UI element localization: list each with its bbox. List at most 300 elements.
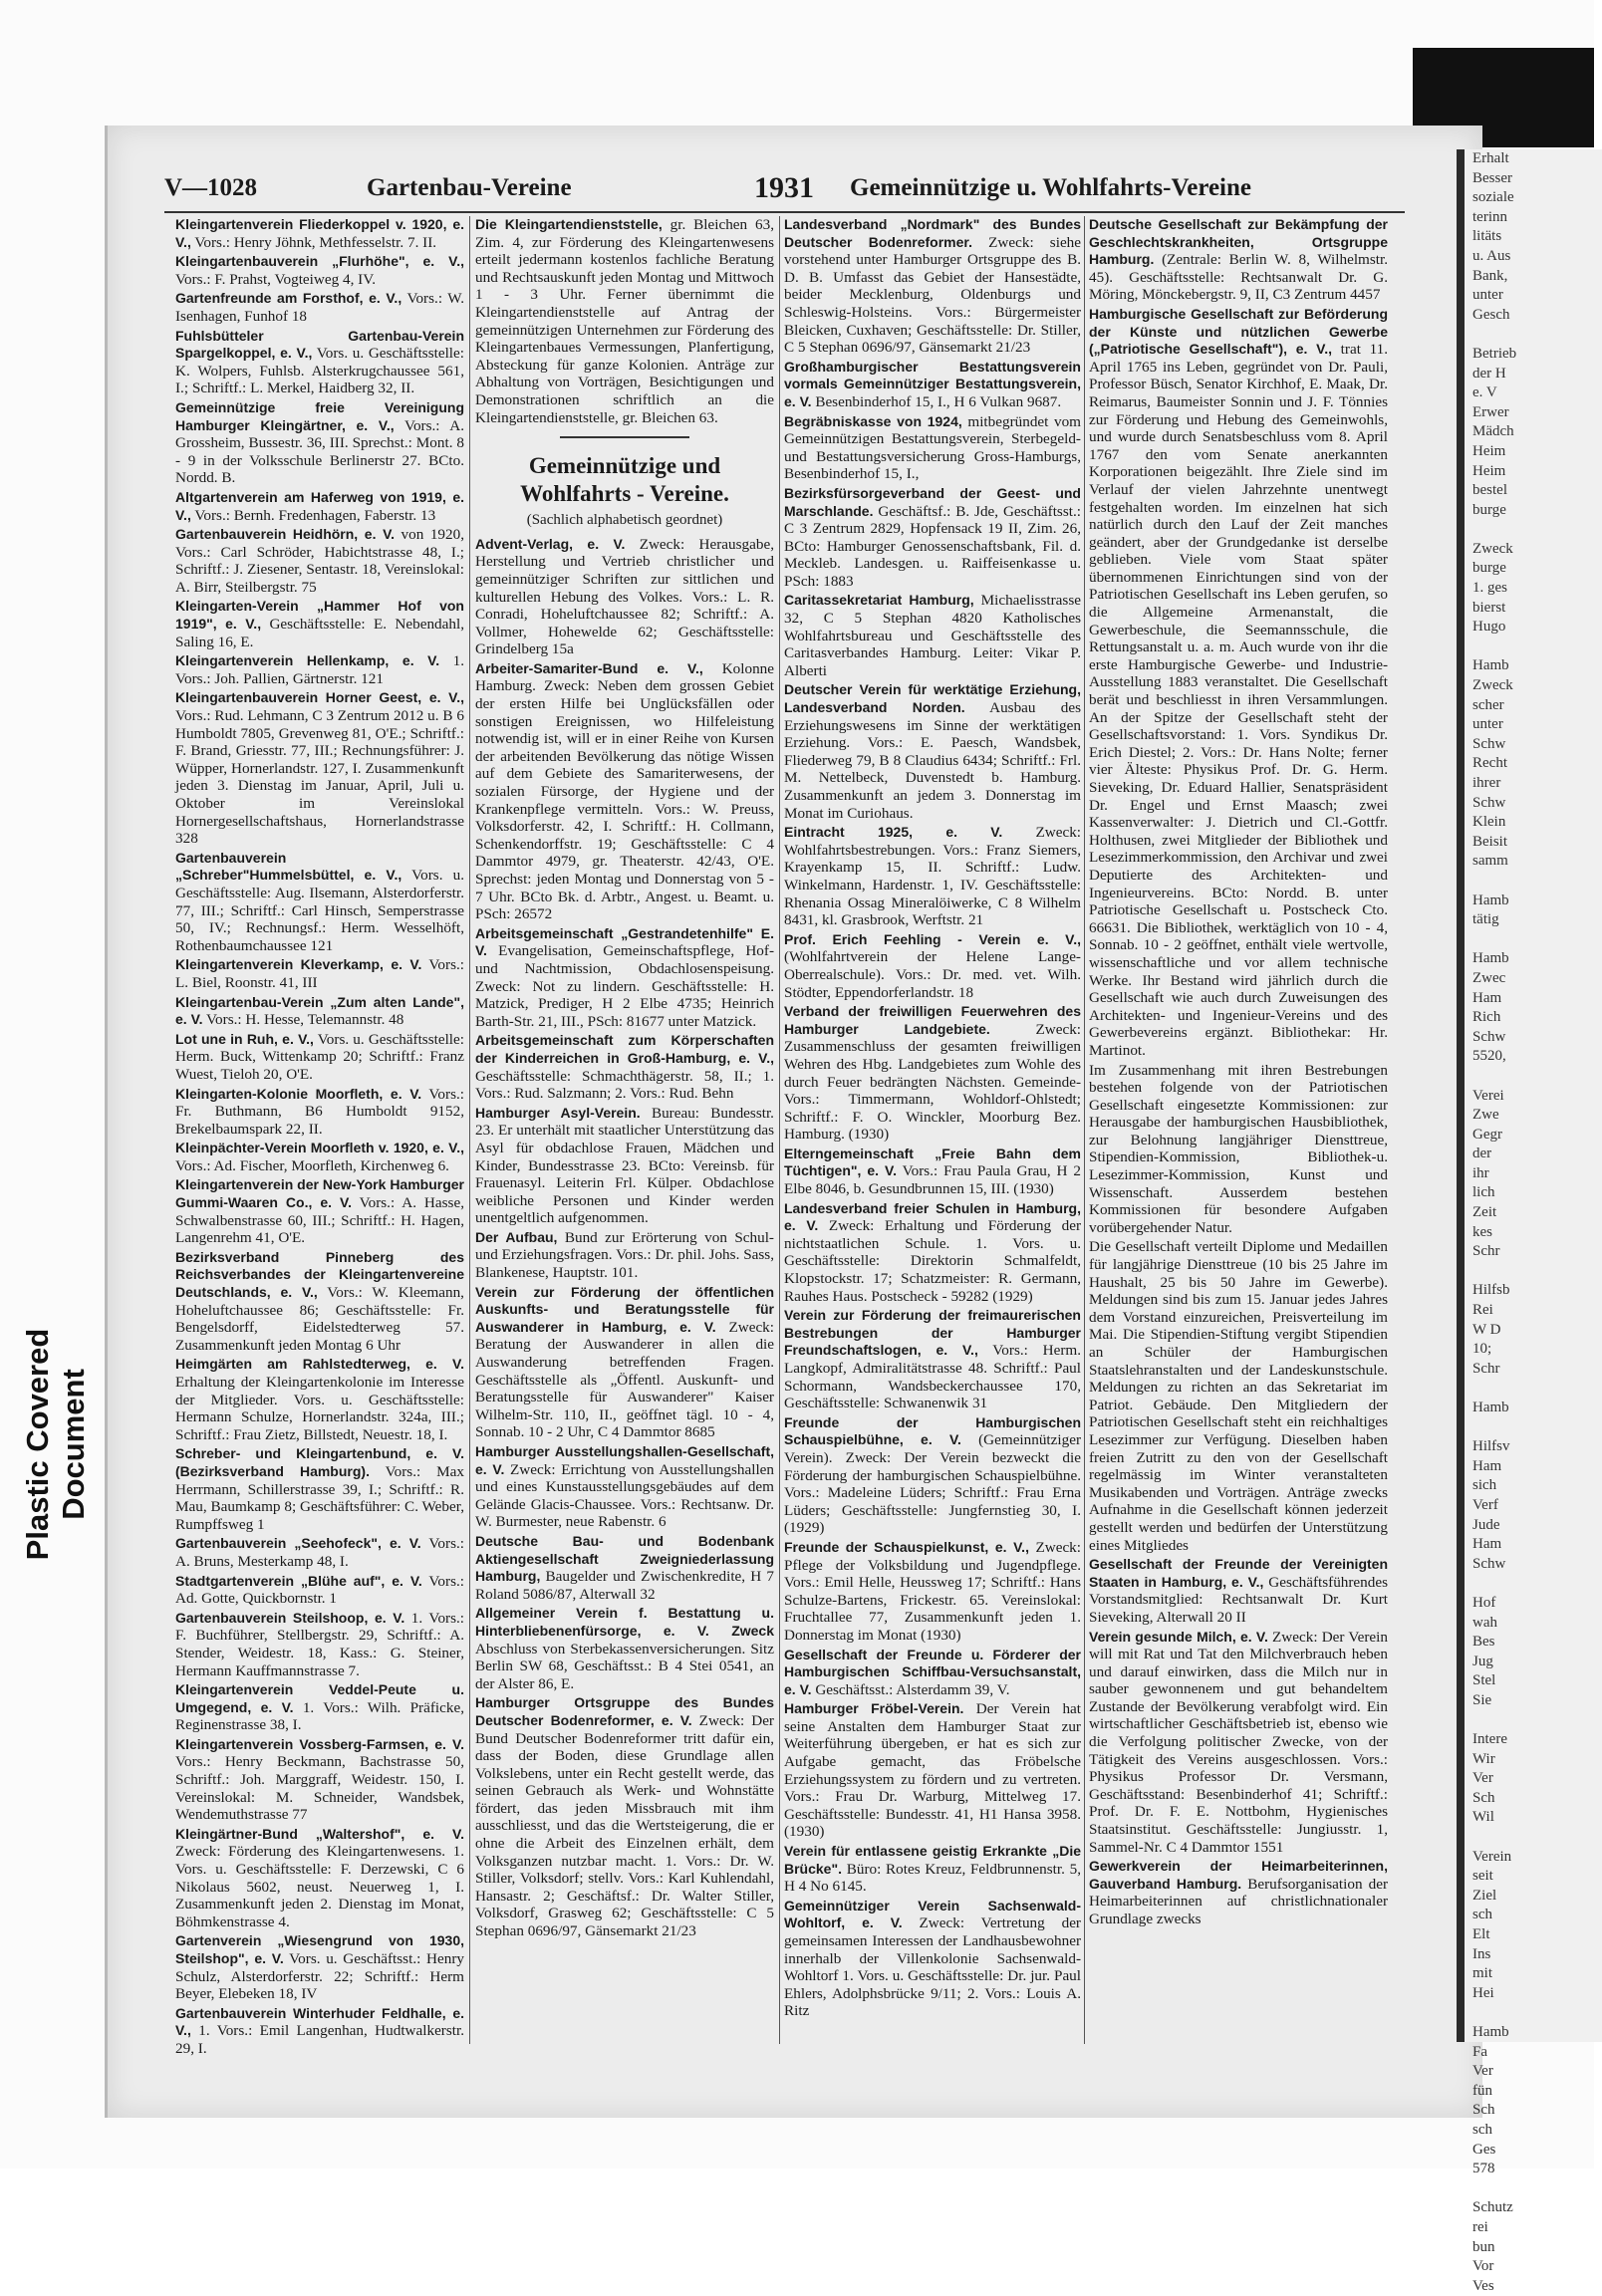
directory-entry bbox=[784, 1539, 1081, 1645]
entry-text: gr. Bleichen 63, Zim. 4, zur Förderung des Kleingartenwesens erteilt jedermann kostenlos fachliche Beratung und Rechtsauskunft jeden Montag und Mittwoch 1 - 3 Uhr. Ferner übernimmt die Kleingartendienststelle auf Antrag der gemeinnützigen Unternehmen zur Förderung des Kleingartenbaues Vermessungen, Planfertigung, Absteckung für ganze Kolonien. Anträge zur Abhaltung von Vorträgen, Besichtigungen und Demonstrationen schriftlich an die Kleingartendienststelle, gr. Bleichen 63. bbox=[475, 216, 775, 426]
next-page-line: Mädch bbox=[1472, 423, 1514, 440]
next-page-line: Zweck bbox=[1472, 540, 1513, 557]
next-page-line: Schw bbox=[1472, 794, 1506, 811]
entry-text: Zweck: Zusammenschluss der gesamten freiwilligen Wehren des Hbg. Landgebietes zum Wohle des durch Feuer bedrängten Nächsten. Gemeinde-Vors.: Timmermann, Wohldorf-Ohlstedt; Schriftf.: F. O. Winckler, Moorburg Bez. Hamburg. (1930) bbox=[784, 1020, 1082, 1144]
right-section-title: Gemeinnützige u. Wohlfahrts-Vereine bbox=[850, 174, 1252, 201]
next-page-line: Ham bbox=[1472, 989, 1502, 1006]
next-page-line: Vor bbox=[1472, 2258, 1494, 2275]
next-page-line: sch bbox=[1472, 2121, 1492, 2138]
directory-entry bbox=[175, 253, 464, 288]
directory-entry bbox=[175, 850, 464, 955]
entry-name: Gemeinnütziger Verein Sachsenwald-Wohltorf, e. V. bbox=[784, 1897, 1081, 1931]
entry-text: Zweck: Errichtung von Ausstellungshallen und eines Kunstausstellungsgebäudes auf dem Gelände Glacis-Chaussee. Vors.: Rechtsanw. Dr. W. Burmester, neue Rabenstr. 6 bbox=[475, 1460, 775, 1531]
next-page-line: unter bbox=[1472, 287, 1503, 304]
entry-text: Ausbau des Erziehungswesens im Sinne der werktätigen Erziehung. Vors.: E. Paesch, Wandsbek, Fliederweg 79, B 8 Claudius 6434; Schriftf.: Frl. M. Nettelbeck, Duvenstedt b. Hamburg. Zusammenkunft an jedem 3. Donnerstag im Monat im Curiohaus. bbox=[784, 699, 1081, 822]
directory-entry bbox=[175, 216, 464, 251]
next-page-line: Klein bbox=[1472, 814, 1506, 831]
entry-text: von 1920, Vors.: Carl Schröder, Habichtstrasse 48, I.; Schriftf.: J. Ziesener, Sentastr. 18, Vereinslokal: A. Birr, Steilbergstr. 75 bbox=[175, 526, 465, 596]
next-page-line: fün bbox=[1472, 2082, 1492, 2099]
directory-entry bbox=[175, 489, 464, 524]
entry-name: Hamburger Asyl-Verein. bbox=[475, 1104, 641, 1121]
entry-text: Vors.: H. Hesse, Telemannstr. 48 bbox=[206, 1011, 404, 1029]
directory-entry bbox=[784, 1647, 1081, 1699]
next-page-line: Verein bbox=[1472, 1848, 1512, 1865]
next-page-line bbox=[1465, 2179, 1602, 2199]
next-page-strip bbox=[1457, 149, 1602, 2294]
entry-text: Zweck: Beratung der Auswanderer in allen die Auswanderung betreffenden Fragen. Geschäftsstelle als „Öffentl. Auskunft- und Beratungsstelle für Auswanderer" Kaiser Wilhelm-Str. 110, II., geöffnet tägl. 10 - 4, Sonnab. 10 - 2 Uhr, C 4 Dammtor 8685 bbox=[475, 1318, 774, 1441]
entry-name: Kleingartenverein der New-York Hamburger Gummi-Waaren Co., e. V. bbox=[175, 1176, 464, 1211]
directory-entry bbox=[1089, 1238, 1388, 1554]
directory-entry bbox=[175, 290, 464, 325]
entry-name: Deutsche Bau- und Bodenbank Aktiengesellschaft Zweigniederlassung Hamburg, bbox=[475, 1532, 774, 1585]
entry-text: Abschluss von Sterbekassenversicherungen. Sitz Berlin SW 68, Geschäftsst.: B 4 Stei 0541, an der Alster 86, E. bbox=[475, 1640, 774, 1692]
directory-entry bbox=[475, 1605, 774, 1692]
directory-entry bbox=[784, 1843, 1081, 1896]
entry-text: Vors.: Henry Jöhnk, Methfesselstr. 7. II. bbox=[194, 233, 437, 251]
next-page-line: tätig bbox=[1472, 911, 1499, 928]
entry-name: Allgemeiner Verein f. Bestattung u. Hinterbliebenenfürsorge, e. V. Zweck bbox=[475, 1605, 774, 1639]
next-page-line: Rich bbox=[1472, 1009, 1501, 1026]
directory-entry bbox=[475, 1032, 774, 1102]
directory-entry bbox=[175, 1140, 464, 1174]
entry-name: Verein für entlassene geistig Erkrankte „Die Brücke". bbox=[784, 1843, 1081, 1877]
entry-name: Kleinpächter-Verein Moorfleth v. 1920, e. V., bbox=[175, 1140, 464, 1156]
next-page-line: Hugo bbox=[1472, 619, 1506, 636]
entry-name: Arbeitsgemeinschaft „Gestrandetenhilfe" E. V. bbox=[475, 924, 774, 959]
directory-entry bbox=[175, 1826, 464, 1931]
entry-text: trat 11. April 1765 ins Leben, gegründet von Dr. Pauli, Professor Büsch, Senator Kirchhof, E. Maak, Dr. Reimarus, Baumeister Sonnin und J. F. Tönnies zur Förderung und Hebung des Gemeinwohls, und wurde durch Senatsbeschluss vom 8. April 1767 den vom Senate anerkannten Korporationen beigezählt. Ihre Ziele sind im Verlauf der vielen Jahrzehnte unentwegt festgehalten worden. Im einzelnen hat sich natürlich durch den Lauf der Zeit manches geändert, aber der Grundgedanke ist derselbe geblieben. Viele vom Staat später übernommenen Einrichtungen sind von der Patriotischen Gesellschaft ins Leben gerufen, so die Allgemeine Armenanstalt, die Gewerbeschule, die Seemannsschule, die Rettungsanstalt u. a. m. Auch wurde von ihr die erste Hamburgische Gewerbe- und Industrie-Ausstellung 1883 veranstaltet. Die Gesellschaft berät und beschliesst in ihren Versammlungen. An der Spitze der Gesellschaft steht der Gesellschaftsvorstand: 1. Vors. Syndikus Dr. Erich Diestel; 2. Vors.: Dr. Hans Nolte; ferner vier Älteste: Physikus Prof. Dr. G. Herm. Sieveking, Dr. Eduard Hallier, Senatspräsident Dr. Engel und Ernst Maasch; zwei Kassenverwalter: J. Dietrich und Cl.-Gottfr. Holthusen, zwei Mitglieder der Bibliothek und Lesezimmerkommission, den Archivar und zwei Deputierte des Architekten- und Ingenieurvereins. BCto: Nordd. B. unter Patriotische Gesellschaft u. Postscheck Cto. 66631. Die Bibliothek, werktäglich von 10 - 4, Sonnab. 10 - 2 geöffnet, enthält viele wertvolle, wissenschaftliche und vor allem technische Werke. Ihr Bestand wird jährlich durch die Gesellschaft wie auch durch Zuweisungen des Architekten- und Ingenieur-Vereins und des Gewerbevereins ergänzt. Bibliothekar: Hr. Martinot. bbox=[1089, 341, 1388, 1059]
next-page-line: Hamb bbox=[1472, 1400, 1509, 1415]
entry-text: Vors.: A. Hasse, Schwalbenstrasse 60, III.; Schriftf.: H. Hagen, Langenrehm 41, O'E. bbox=[175, 1194, 464, 1247]
side-label: Plastic Covered Document bbox=[20, 1328, 91, 1561]
entry-name: Gartenbauverein Heidhörn, e. V. bbox=[175, 526, 396, 543]
entry-text: Geschäftsstelle: E. Nebendahl, Saling 16, E. bbox=[175, 616, 465, 650]
entry-text: Kolonne Hamburg. Zweck: Neben dem grossen Gebiet der ersten Hilfe bei Unglücksfällen oder sonstigen Ereignissen, wo Hilfeleistung notwendig ist, will er in einer Reihe von Kursen der arbeitenden Bevölkerung das nötige Wissen auf dem Gebiete des Samariterwesens, der sozialen Fürsorge, der Hygiene und der Krankenpflege vermitteln. Vors.: W. Preuss, Volksdorferstr. 42, I. Schriftf.: H. Collmann, Schenkendorffstr. 19; Geschäftsstelle: C 4 Dammtor 4979, gr. Theaterstr. 42/43, O'E. Sprechst: jeden Montag und Donnerstag von 5 - 7 Uhr. BCto Bk. d. Arbtr., Angest. u. Beamt. u. PSch: 26572 bbox=[475, 659, 774, 923]
next-page-line: ihr bbox=[1472, 1164, 1489, 1181]
directory-entry bbox=[175, 328, 464, 397]
next-page-line bbox=[1465, 638, 1602, 657]
entry-text: Zweck: Der Verein will mit Rat und Tat den Milchverbrauch heben und darauf einwirken, dass die Milch nur in sauber gewonnenem und gut behandeltem Zustande der Bevölkerung verabfolgt wird. Ein wirtschaftlicher Geschäftsbetrieb ist, ebenso wie die Verfolgung politischer Zwecke, von der Tätigkeit des Vereins ausgeschlossen. Vors.: Physikus Professor Dr. Versmann, Geschäftsstand: Besenbinderhof 41; Schriftf.: Prof. Dr. F. E. Nottbohm, Hygienisches Staatsinstitut. Geschäftsstelle: Jungiusstr. 1, Sammel-Nr. C 4 Dammtor 1551 bbox=[1089, 1628, 1388, 1856]
directory-entry bbox=[475, 660, 774, 923]
entry-name: Verein gesunde Milch, e. V. bbox=[1089, 1628, 1268, 1645]
entry-text: Geschäftsst.: Alsterdamm 39, V. bbox=[815, 1680, 1010, 1698]
next-page-line: 578 bbox=[1472, 2161, 1495, 2177]
next-page-line: lich bbox=[1472, 1184, 1495, 1201]
directory-entry bbox=[475, 216, 774, 426]
directory-entry bbox=[784, 681, 1081, 822]
next-page-line: Schr bbox=[1472, 1360, 1500, 1377]
entry-text: Im Zusammenhang mit ihren Bestrebungen bestehen folgende von der Patriotischen Gesellschaft eingesetzte Kommissionen: zur Herausgabe der hamburgischen Hausbibliothek, zur Belohnung langjähriger Diensttreue, Stipendien-Kommission, Bibliothek-u. Lesezimmer-Kommission, Kunst und Wissenschaft. Ausserdem bestehen Kommissionen für besondere Aufgaben vorübergehender Natur. bbox=[1089, 1061, 1388, 1236]
next-page-line: scher bbox=[1472, 696, 1504, 713]
next-page-line: Hilfsb bbox=[1472, 1282, 1510, 1299]
next-page-line bbox=[1465, 2003, 1602, 2023]
entry-name: Verband der freiwilligen Feuerwehren des Hamburger Landgebiete. bbox=[784, 1003, 1081, 1037]
next-page-line bbox=[1465, 520, 1602, 540]
next-page-line: Hei bbox=[1472, 1984, 1494, 2001]
next-page-line: Schw bbox=[1472, 1028, 1506, 1045]
next-page-line: Wir bbox=[1472, 1750, 1495, 1767]
entry-text: (Wohlfahrtverein der Helene Lange-Oberrealschule). Vors.: Dr. med. vet. Wilh. Stödter, Eppendorferlandstr. 18 bbox=[784, 948, 1081, 1001]
entry-name: Lot une in Ruh, e. V., bbox=[175, 1030, 314, 1047]
next-page-line: Heim bbox=[1472, 462, 1506, 479]
directory-entry bbox=[1089, 306, 1388, 1060]
next-page-line: Ham bbox=[1472, 1536, 1502, 1553]
next-page-line: Ziel bbox=[1472, 1887, 1497, 1904]
entry-name: Kleingartenverein Kleverkamp, e. V. bbox=[175, 956, 422, 973]
entry-text: Geschäftsstelle: Schmachthägerstr. 58, II.; 1. Vors.: Rud. Salzmann; 2. Vors.: Rud. Behn bbox=[475, 1067, 774, 1103]
entry-name: Gewerkverein der Heimarbeiterinnen, Gauverband Hamburg. bbox=[1089, 1858, 1388, 1892]
left-section-title: Gartenbau-Vereine bbox=[367, 174, 572, 201]
entry-text: Geschäftsführendes Vorstandsmitglied: Rechtsanwalt Dr. Kurt Sieveking, Alterwall 20 II bbox=[1089, 1573, 1389, 1626]
directory-entry bbox=[175, 994, 464, 1029]
directory-entry bbox=[1089, 1858, 1388, 1927]
entry-name: Verein zur Förderung der öffentlichen Auskunfts- und Beratungsstelle für Auswanderer in Hamburg, e. V. bbox=[475, 1283, 774, 1335]
next-page-line: Jug bbox=[1472, 1653, 1493, 1669]
entry-text: Der Verein hat seine Anstalten dem Hamburger Staat zur Weiterführung übergeben, er hat es sich zur Aufgabe gemacht, das Fröbelsche Erziehungssystem zu fördern und zu vertreten. Vors.: Frau Dr. Warburg, Mittelweg 17. Geschäftsstelle: Bundesstr. 41, H1 Hansa 3958. (1930) bbox=[784, 1700, 1082, 1841]
directory-entry bbox=[784, 1700, 1081, 1841]
next-page-line bbox=[1465, 325, 1602, 345]
next-page-line: samm bbox=[1472, 853, 1508, 870]
entry-text: Vors.: Bernh. Fredenhagen, Faberstr. 13 bbox=[194, 506, 436, 524]
directory-entry bbox=[1089, 1062, 1388, 1237]
entry-text: Baugelder und Zwischenkredite, H 7 Roland 5086/87, Alterwall 32 bbox=[475, 1568, 775, 1603]
entry-text: Zweck: Pflege der Volksbildung und Jugendpflege. Vors.: Emil Helle, Heussweg 17; Schriftf.: Hans Schulze-Bartens, Frickestr. 65. Vereinslokal: Fruchtallee 77, Zusammenkunft jeden 1. Donnerstag im Monat (1930) bbox=[784, 1538, 1081, 1644]
entry-name: Arbeitsgemeinschaft zum Körperschaften der Kinderreichen in Groß-Hamburg, e. V., bbox=[475, 1032, 774, 1066]
directory-entry bbox=[175, 652, 464, 687]
entry-name: Deutscher Verein für werktätige Erziehung, Landesverband Norden. bbox=[784, 681, 1081, 716]
next-page-line: bun bbox=[1472, 2238, 1495, 2255]
entry-name: Schreber- und Kleingartenbund, e. V. (Bezirksverband Hamburg). bbox=[175, 1445, 464, 1479]
entry-text: Zweck: Erhaltung und Förderung der nichtstaatlichen Schule. 1. Vors. u. Geschäftsstelle: Direktorin Schmalfeldt, Klopstockstr. 17; Schatzmeister: R. Germann, Rauhes Haus. Postscheck - 59282 (1929) bbox=[784, 1217, 1082, 1305]
entry-text: Vors.: Frau Paula Grau, H 2 Elbe 8046, b. Gesundbrunnen 15, III. (1930) bbox=[784, 1162, 1081, 1198]
entry-text: Vors.: Ad. Fischer, Moorfleth, Kirchenweg 6. bbox=[175, 1156, 449, 1174]
directory-entry bbox=[175, 526, 464, 596]
directory-entry bbox=[175, 1681, 464, 1734]
directory-entry bbox=[784, 1414, 1081, 1537]
directory-entry bbox=[475, 1284, 774, 1441]
entry-name: Der Aufbau, bbox=[475, 1228, 558, 1245]
next-page-line bbox=[1465, 1067, 1602, 1087]
entry-text: Vors. u. Geschäftsstelle: Herm. Buck, Wittenkamp 20; Schriftf.: Franz Wuest, Tieloh 20, O'E. bbox=[175, 1030, 464, 1083]
next-page-line: unter bbox=[1472, 716, 1503, 733]
directory-entry bbox=[175, 2005, 464, 2058]
entry-text: Vors.: Herm. Langkopf, Admiralitätstrasse 48. Schriftf.: Paul Schormann, Wandsbeckerchaussee 170, Geschäftsstelle: Schwanenwik 31 bbox=[784, 1342, 1081, 1412]
next-page-line: Ham bbox=[1472, 1457, 1502, 1474]
entry-text: Vors.: Rud. Lehmann, C 3 Zentrum 2012 u. B 6 Humboldt 7805, Grevenweg 81, O'E.; Schriftf.: F. Brand, Griesstr. 77, III.; Rechnungsführer: J. Wüpper, Hornerlandstr. 127, I. Zusammenkunft jeden 3. Dienstag im Januar, April, Juli u. Oktober im Vereinslokal Hornergesellschaftshaus, Hornerlandstrasse 328 bbox=[175, 707, 464, 848]
directory-entry bbox=[175, 1356, 464, 1443]
entry-text: Vors.: W. Kleemann, Hoheluftchaussee 86; Geschäftsstelle: Fr. Bengelsdorff, Eidelstedterweg 57. Zusammenkunft jeden Montag 6 Uhr bbox=[175, 1284, 464, 1354]
section-title: Gemeinnützige und Wohlfahrts - Vereine. bbox=[520, 453, 729, 507]
directory-entry bbox=[784, 485, 1081, 591]
directory-entry bbox=[475, 1443, 774, 1531]
next-page-line: W D bbox=[1472, 1321, 1501, 1338]
entry-name: Elterngemeinschaft „Freie Bahn dem Tüchtigen", e. V. bbox=[784, 1145, 1081, 1179]
next-page-line: 10; bbox=[1472, 1341, 1492, 1358]
next-page-line bbox=[1465, 1828, 1602, 1848]
entry-text: Vors.: A. Bruns, Mesterkamp 48, I. bbox=[175, 1535, 464, 1570]
entry-text: Zweck: Vertretung der gemeinsamen Interessen der Landhausbewohner innerhalb der Villenkolonie Sachsenwald-Wohltorf 1. Vors. u. Geschäftsstelle: Dr. jur. Paul Ehlers, Adolphsbrücke 9/11; 2. Vors.: Louis A. Ritz bbox=[784, 1914, 1081, 2020]
entry-text: Berufsorganisation der Heimarbeiterinnen auf christlichnationaler Grundlage zwecks bbox=[1089, 1875, 1388, 1927]
directory-entry bbox=[475, 536, 774, 658]
next-page-line: e. V bbox=[1472, 384, 1497, 401]
directory-entry bbox=[1089, 216, 1388, 304]
entry-text: mitbegründet vom Gemeinnützigen Bestattungsverein, Sterbegeld- und Bestattungsversicherung Gross-Hamburgs, Besenbinderhof 15, I., bbox=[784, 412, 1081, 483]
entry-name: Prof. Erich Feehling - Verein e. V., bbox=[784, 930, 1081, 947]
page-number: V—1028 bbox=[164, 174, 258, 201]
next-page-line: Bes bbox=[1472, 1634, 1495, 1651]
entry-name: Freunde der Schauspielkunst, e. V., bbox=[784, 1538, 1029, 1555]
directory-entry bbox=[175, 1031, 464, 1084]
entry-text: 1. Vors.: Joh. Pallien, Gärtnerstr. 121 bbox=[175, 652, 465, 687]
next-page-line: Schw bbox=[1472, 735, 1506, 752]
directory-entry bbox=[175, 1445, 464, 1533]
next-page-line: bestel bbox=[1472, 482, 1507, 499]
entry-name: Gartenbauverein „Seehofeck", e. V. bbox=[175, 1535, 421, 1552]
next-page-line: Ves bbox=[1472, 2277, 1494, 2294]
entry-name: Kleingartenbau-Verein „Zum alten Lande", e. V. bbox=[175, 993, 464, 1028]
entry-name: Begräbniskasse von 1924, bbox=[784, 412, 962, 429]
entry-name: Kleingartenverein Hellenkamp, e. V. bbox=[175, 652, 440, 669]
entry-name: Kleingartenbauverein Horner Geest, e. V., bbox=[175, 689, 464, 706]
entry-text: Bureau: Bundesstr. 23. Er unterhält mit staatlicher Unterstützung das Asyl für obdachlose Frauen, Mädchen und Kinder, Bundesstrasse 23. BCto: Vereinsb. für Frauenasyl. Leiterin Frl. Külper. Obdachlose weibliche Personen und Kinder werden unentgeltlich aufgenommen. bbox=[475, 1104, 774, 1227]
entry-text: Vors.: F. Prahst, Vogteiweg 4, IV. bbox=[175, 270, 377, 288]
entry-text: Vors. u. Geschäftsstelle: K. Wolpers, Fuhlsb. Alsterkrugchaussee 561, I.; Schriftf.: L. Merkel, Haidberg 32, II. bbox=[175, 345, 464, 397]
next-page-line: Zeit bbox=[1472, 1204, 1497, 1221]
year-label: 1931 bbox=[754, 171, 814, 204]
entry-name: Arbeiter-Samariter-Bund e. V., bbox=[475, 659, 703, 676]
next-page-line: Sie bbox=[1472, 1691, 1492, 1708]
entry-text: Büro: Rotes Kreuz, Feldbrunnenstr. 5, H 4 No 6145. bbox=[784, 1860, 1081, 1896]
entry-name: Gartenbauverein Steilshoop, e. V. bbox=[175, 1609, 405, 1626]
next-page-line: litäts bbox=[1472, 228, 1502, 245]
entry-name: Kleingarten-Verein „Hammer Hof von 1919", e. V., bbox=[175, 598, 464, 633]
next-page-line: Schr bbox=[1472, 1243, 1500, 1260]
next-page-line: der H bbox=[1472, 365, 1506, 382]
next-page-line: u. Aus bbox=[1472, 247, 1511, 264]
entry-text: Bund zur Erörterung von Schul- und Erziehungsfragen. Vors.: Dr. phil. Johs. Sass, Blankenese, Hauptstr. 101. bbox=[475, 1228, 774, 1282]
next-page-line: mit bbox=[1472, 1965, 1493, 1982]
section-subtitle: (Sachlich alphabetisch geordnet) bbox=[526, 512, 723, 529]
next-page-line: Intere bbox=[1472, 1731, 1507, 1748]
entry-text: Die Gesellschaft verteilt Diplome und Medaillen für langjährige Diensttreue (10 bis 25 Jahre im Haushalt, 25 bis 50 Jahre im Gewerbe). Meldungen sind bis zum 15. Januar jedes Jahres dem Vorstand einzureichen, Preisverteilung im Mai. Die Stipendien-Stiftung vergibt Stipendien an Schüler der Hamburgischen Staatslehranstalten und der Landeskunstschule. Meldungen zu richten an das Sekretariat im Patriot. Gebäude. Den Mitgliedern der Patriotischen Gesellschaft steht ein reichhaltiges Lesezimmer zur Verfügung. Dieselben haben freien Zutritt zu den von der Gesellschaft regelmässig im Winter veranstalteten Musikabenden und Vorträgen. Anträge zwecks Aufnahme in die Gesellschaft können jederzeit gestellt werden und bedürfen der Unterstützung eines Mitgliedes bbox=[1089, 1238, 1388, 1554]
entry-text: Zweck: siehe vorstehend unter Hamburger Ortsgruppe des B. D. B. Umfasst das Gebiet der Hansestädte, beider Mecklenburg, Oldenburgs und Schleswig-Holsteins. Vors.: Bürgermeister Bleicken, Cuxhaven; Geschäftsstelle: Dr. Stiller, C 5 Stephan 0696/97, Gänsemarkt 21/23 bbox=[784, 233, 1082, 357]
directory-entry bbox=[784, 216, 1081, 357]
entry-name: Kleingartenverein Veddel-Peute u. Umgegend, e. V. bbox=[175, 1681, 464, 1715]
next-page-line: Sch bbox=[1472, 2102, 1495, 2119]
next-page-line: Bank, bbox=[1472, 267, 1508, 284]
entry-name: Caritassekretariat Hamburg, bbox=[784, 592, 974, 609]
next-page-line: Betrieb bbox=[1472, 345, 1517, 362]
directory-entry bbox=[784, 592, 1081, 679]
next-page-line: Elt bbox=[1472, 1926, 1490, 1943]
entry-name: Eintracht 1925, e. V. bbox=[784, 824, 1003, 841]
directory-entry bbox=[175, 689, 464, 847]
next-page-line bbox=[1465, 1379, 1602, 1399]
next-page-line: Hamb bbox=[1472, 950, 1509, 967]
entry-text: Vors.: Fr. Buthmann, B6 Humboldt 9152, Brekelbaumspark 22, II. bbox=[175, 1085, 464, 1138]
next-page-line: Beisit bbox=[1472, 833, 1508, 850]
directory-entry bbox=[175, 598, 464, 650]
entry-text: Vors.: W. Isenhagen, Funhof 18 bbox=[175, 290, 464, 325]
directory-entry bbox=[175, 399, 464, 487]
next-page-line: Erhalt bbox=[1472, 150, 1509, 166]
directory-entry bbox=[784, 931, 1081, 1001]
entry-text: Evangelisation, Gemeinschaftspflege, Hof- und Nachtmission, Obdachlosenspeisung. Zweck: Not zu lindern. Geschäftsstelle: H. Matzick, Prediger, H 2 Elbe 4735; Heinrich Barth-Str. 21, III., PSch: 81677 unter Matzick. bbox=[475, 942, 774, 1030]
entry-text: Zweck: Förderung des Kleingartenwesens. 1. Vors. u. Geschäftsstelle: F. Derzewski, C 6 Nikolaus 5602, neust. Neuerweg 1, I. Zusammenkunft jeden 2. Dienstag im Monat, Böhmkenstrasse 4. bbox=[175, 1843, 464, 1930]
next-page-line: seit bbox=[1472, 1868, 1493, 1885]
entry-name: Gartenverein „Wiesengrund von 1930, Steilshop", e. V. bbox=[175, 1932, 464, 1966]
entry-text: (Zentrale: Berlin W. 8, Wilhelmstr. 45). Geschäftsstelle: Rechtsanwalt Dr. G. Möring, Mönckebergstr. 9, II, C3 Zentrum 4457 bbox=[1089, 251, 1388, 304]
directory-entry bbox=[784, 1146, 1081, 1198]
directory-entry bbox=[784, 1003, 1081, 1144]
next-page-line: Besser bbox=[1472, 169, 1512, 186]
next-page-line: sich bbox=[1472, 1477, 1497, 1494]
page-header bbox=[164, 171, 1405, 210]
next-page-line: Stel bbox=[1472, 1672, 1496, 1689]
next-page-line: bierst bbox=[1472, 599, 1506, 616]
directory-entry bbox=[784, 1307, 1081, 1412]
next-page-line: Ges bbox=[1472, 2141, 1496, 2158]
directory-entry bbox=[784, 1200, 1081, 1306]
entry-text: Vors.: L. Biel, Roonstr. 41, III bbox=[175, 956, 464, 991]
entry-name: Kleingartenbauverein „Flurhöhe", e. V., bbox=[175, 253, 464, 270]
entry-name: Hamburgische Gesellschaft zur Beförderung der Künste und nützlichen Gewerbe („Patriotische Gesellschaft"), e. V., bbox=[1089, 305, 1388, 358]
next-page-line: Rei bbox=[1472, 1302, 1493, 1319]
next-page-line: 1. ges bbox=[1472, 580, 1507, 597]
entry-name: Kleingartenverein Fliederkoppel v. 1920, e. V., bbox=[175, 216, 464, 250]
entry-name: Gartenbauverein Winterhuder Feldhalle, e. V., bbox=[175, 2004, 464, 2039]
next-page-line: Ver bbox=[1472, 1770, 1493, 1787]
entry-name: Landesverband freier Schulen in Hamburg, e. V. bbox=[784, 1199, 1081, 1234]
next-page-line bbox=[1465, 1711, 1602, 1731]
entry-text: Geschäftsf.: B. Jde, Geschäftsst.: C 3 Zentrum 2829, Hopfensack 19 II, Zim. 26, BCto: Hamburger Genossenschaftsbank, Fil. d. Meckleb. Landesgen. u. Raiffeisenkasse u. PSch: 1883 bbox=[784, 502, 1081, 590]
next-page-line: Verf bbox=[1472, 1496, 1498, 1513]
directory-entry bbox=[1089, 1556, 1388, 1626]
next-page-line: sch bbox=[1472, 1907, 1492, 1923]
entry-name: Stadtgartenverein „Blühe auf", e. V. bbox=[175, 1572, 422, 1589]
directory-entry bbox=[784, 1898, 1081, 2020]
next-page-line: Hamb bbox=[1472, 2024, 1509, 2040]
entry-text: 1. Vors.: Emil Langenhan, Hudtwalkerstr. 29, I. bbox=[175, 2022, 465, 2057]
entry-name: Großhamburgischer Bestattungsverein vormals Gemeinnütziger Bestattungsverein, e. V. bbox=[784, 358, 1081, 409]
next-page-line: Zwe bbox=[1472, 1107, 1499, 1124]
column-rule bbox=[1084, 216, 1085, 2044]
entry-name: Advent-Verlag, e. V. bbox=[475, 535, 626, 552]
directory-entry bbox=[175, 1086, 464, 1139]
entry-name: Gesellschaft der Freunde der Vereinigten Staaten in Hamburg, e. V., bbox=[1089, 1556, 1388, 1590]
column-rule bbox=[469, 216, 470, 2044]
entry-text: Vors.: A. Grossheim, Bussestr. 36, III. Sprechst.: Mont. 8 - 9 in der Volksschule Berlinerstr 27. BCto. Nordd. B. bbox=[175, 416, 464, 487]
next-page-line: Ver bbox=[1472, 2063, 1493, 2080]
next-page-line: Gesch bbox=[1472, 306, 1510, 323]
entry-text: 1. Vors.: Wilh. Präficke, Reginenstrasse 38, I. bbox=[175, 1698, 464, 1734]
next-page-line: Hilfsv bbox=[1472, 1438, 1510, 1455]
next-page-line: terinn bbox=[1472, 208, 1507, 225]
next-page-line: Jude bbox=[1472, 1516, 1500, 1533]
next-page-line: ihrer bbox=[1472, 775, 1501, 791]
next-page-line: Heim bbox=[1472, 442, 1506, 459]
entry-name: Altgartenverein am Haferweg von 1919, e. V., bbox=[175, 488, 464, 523]
entry-name: Landesverband „Nordmark" des Bundes Deutscher Bodenreformer. bbox=[784, 216, 1081, 250]
header-rule bbox=[164, 211, 1405, 213]
directory-entry bbox=[784, 359, 1081, 411]
next-page-line: Erwer bbox=[1472, 403, 1509, 420]
entry-name: Gartenfreunde am Forsthof, e. V., bbox=[175, 290, 402, 307]
entry-name: Kleingartenverein Vossberg-Farmsen, e. V. bbox=[175, 1735, 464, 1752]
entry-text: Vors.: Ad. Gotte, Quickbornstr. 1 bbox=[175, 1572, 464, 1608]
next-page-line: soziale bbox=[1472, 189, 1514, 206]
entry-name: Fuhlsbütteler Gartenbau-Verein Spargelkoppel, e. V., bbox=[175, 327, 464, 362]
directory-entry bbox=[175, 1535, 464, 1570]
entry-text: Zweck: Der Bund Deutscher Bodenreformer tritt dafür ein, dass der Boden, diese Grundlage allen Volkslebens, unter ein Recht gestellt werde, das seinen Gebrauch als Werk- und Wohnstätte fördert, das jeden Missbrauch mit ihm ausschliesst, und das die Wertsteigerung, die er ohne die Arbeit des Einzelnen erhält, dem Volksganzen nutzbar macht. 1. Vors.: Dr. W. Stiller, Volksdorf; stellv. Vors.: Karl Kuhlendahl, Hansastr. 2; Geschäftsf.: Dr. Walter Stiller, Volksdorf, Grasweg 62; Geschäftsstelle: C 5 Stephan 0696/97, Gänsemarkt 21/23 bbox=[475, 1711, 774, 1940]
next-page-line: Recht bbox=[1472, 755, 1507, 772]
next-page-line: der bbox=[1472, 1146, 1492, 1162]
entry-name: Bezirksfürsorgeverband der Geest- und Marschlande. bbox=[784, 484, 1081, 519]
column-3 bbox=[784, 216, 1081, 2049]
next-page-line: burge bbox=[1472, 501, 1506, 518]
next-page-line: Hof bbox=[1472, 1594, 1496, 1611]
directory-entry bbox=[175, 1736, 464, 1824]
entry-name: Gesellschaft der Freunde u. Förderer der Hamburgischen Schiffbau-Versuchsanstalt, e. V. bbox=[784, 1646, 1081, 1697]
column-rule bbox=[779, 216, 780, 2044]
entry-name: Kleingärtner-Bund „Waltershof", e. V. bbox=[175, 1825, 464, 1842]
directory-entry bbox=[175, 1573, 464, 1608]
entry-name: Bezirksverband Pinneberg des Reichsverbandes der Kleingartenvereine Deutschlands, e. V., bbox=[175, 1248, 464, 1301]
next-page-line bbox=[1465, 872, 1602, 892]
entry-name: Hamburger Fröbel-Verein. bbox=[784, 1700, 964, 1717]
directory-entry bbox=[175, 956, 464, 991]
directory-entry bbox=[475, 1533, 774, 1603]
column-2 bbox=[475, 216, 774, 2049]
section-rule bbox=[560, 436, 689, 438]
entry-text: Vors. u. Geschäftsst.: Henry Schulz, Alsterdorferstr. 22; Schriftf.: Herm Beyer, Elebeken 18, IV bbox=[175, 1950, 464, 2003]
directory-entry bbox=[475, 1229, 774, 1282]
next-page-line: 5520, bbox=[1472, 1048, 1506, 1065]
directory-entry bbox=[175, 1176, 464, 1246]
entry-text: Michaelisstrasse 32, C 5 Stephan 4820 Katholisches Wohlfahrtsbureau und Geschäftsstelle des Caritasverbandes Hamburg. Leiter: Vikar P. Alberti bbox=[784, 592, 1081, 679]
next-page-line bbox=[1465, 1262, 1602, 1282]
entry-text: Vors.: Henry Beckmann, Bachstrasse 50, Schriftf.: Joh. Marggraff, Weidestr. 150, I. Vereinslokal: M. Schneider, Wandsbek, Wendemuthstrasse 77 bbox=[175, 1753, 464, 1824]
next-page-line: Gegr bbox=[1472, 1126, 1502, 1143]
entry-text: Vors.: Max Herrmann, Schillerstrasse 39, I.; Schriftf.: R. Mau, Baumkamp 8; Geschäftsführer: C. Weber, Rumpffsweg 1 bbox=[175, 1462, 464, 1533]
next-page-line bbox=[1465, 1418, 1602, 1438]
directory-entry bbox=[784, 824, 1081, 929]
directory-entry bbox=[1089, 1629, 1388, 1857]
entry-text: (Gemeinnütziger Verein). Zweck: Der Verein bezweckt die Förderung der hamburgischen Schauspielbühne. Vors.: Madeleine Lüders; Schriftf.: Frau Erna Lüders; Geschäftsstelle: Jungfernstieg 30, I. (1929) bbox=[784, 1431, 1082, 1537]
next-page-line: Hamb bbox=[1472, 892, 1509, 908]
entry-name: Gemeinnützige freie Vereinigung Hamburger Kleingärtner, e. V., bbox=[175, 398, 464, 433]
entry-text: Besenbinderhof 15, I., H 6 Vulkan 9687. bbox=[815, 392, 1062, 410]
next-page-line: kes bbox=[1472, 1223, 1492, 1240]
directory-entry bbox=[475, 925, 774, 1031]
next-page-line: Zwec bbox=[1472, 969, 1506, 986]
entry-name: Deutsche Gesellschaft zur Bekämpfung der Geschlechtskrankheiten, Ortsgruppe Hamburg. bbox=[1089, 216, 1388, 268]
entry-name: Die Kleingartendienststelle, bbox=[475, 216, 663, 232]
next-page-line: Hamb bbox=[1472, 657, 1509, 674]
next-page-line bbox=[1465, 1574, 1602, 1594]
next-page-line: rei bbox=[1472, 2218, 1488, 2235]
entry-text: 1. Vors.: F. Buchführer, Stellbergstr. 29, Schriftf.: A. Stender, Weidestr. 18, Kass.: G. Steiner, Hermann Kauffmannstrasse 7. bbox=[175, 1609, 465, 1679]
entry-name: Hamburger Ortsgruppe des Bundes Deutscher Bodenreformer, e. V. bbox=[475, 1694, 774, 1728]
next-page-line: Wil bbox=[1472, 1809, 1494, 1826]
column-1 bbox=[175, 216, 465, 2057]
next-page-line: Sch bbox=[1472, 1789, 1495, 1806]
entry-text: Vors. u. Geschäftsstelle: Aug. Ilsemann, Alsterdorferstr. 77, III.; Schriftf.: Carl Hinsch, Semperstrasse 50, IV.; Rechnungsf.: Herm. Wesselhöft, Rothenbaumchaussee 121 bbox=[175, 867, 464, 954]
directory-entry bbox=[784, 413, 1081, 483]
next-page-line: Zweck bbox=[1472, 677, 1513, 694]
entry-name: Hamburger Ausstellungshallen-Gesellschaft, e. V. bbox=[475, 1443, 774, 1477]
next-page-line: Verei bbox=[1472, 1087, 1504, 1104]
